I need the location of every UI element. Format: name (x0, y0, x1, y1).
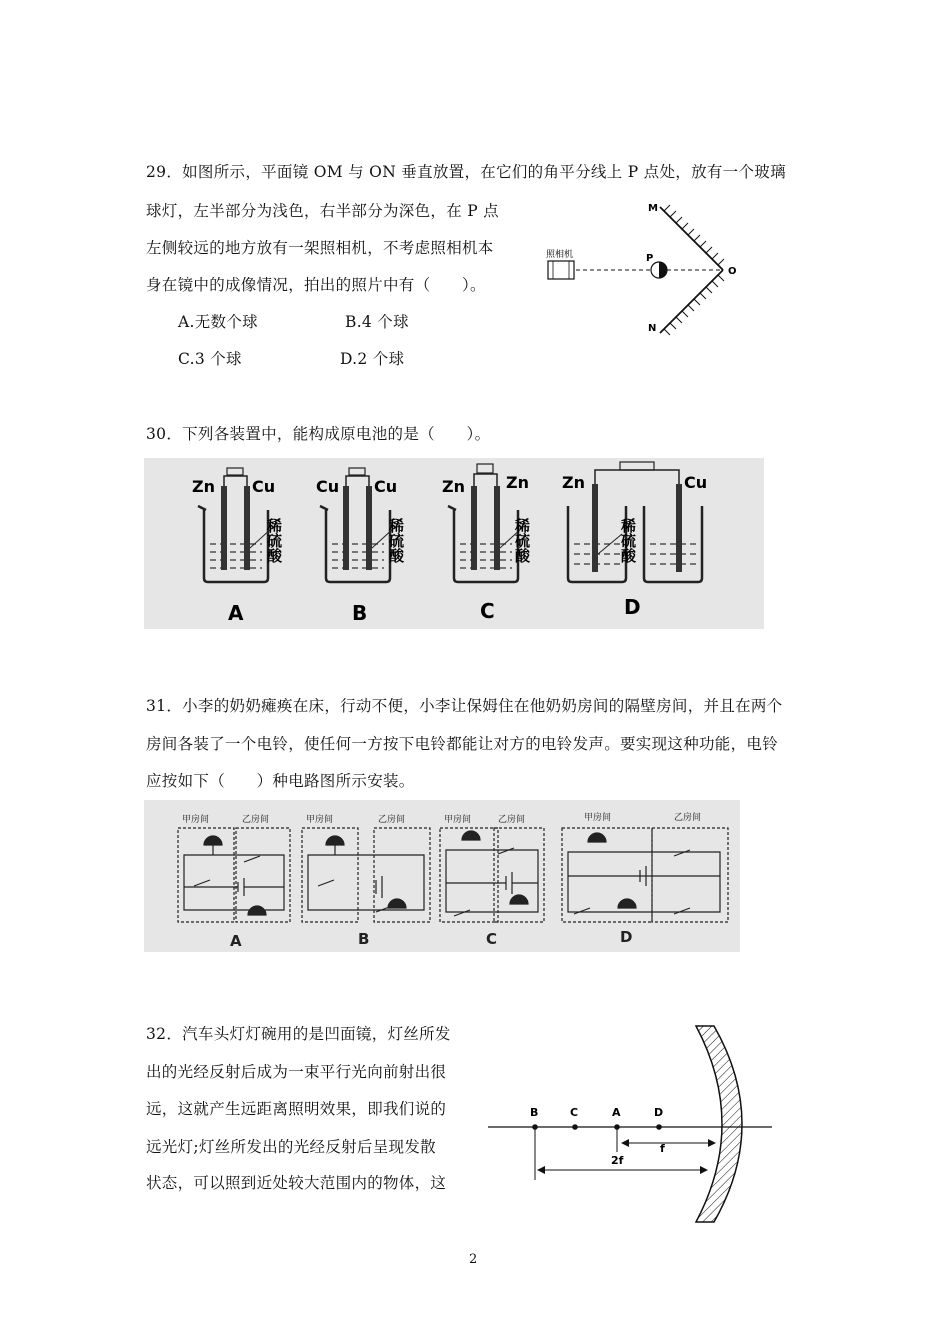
q29-line-2: 球灯，左半部分为浅色，右半部分为深色，在 P 点 (146, 202, 499, 220)
q29-line-1: 29．如图所示，平面镜 OM 与 ON 垂直放置，在它们的角平分线上 P 点处，放有一个玻璃 (146, 163, 786, 181)
label-p: P (646, 253, 654, 264)
beaker-d (562, 462, 707, 619)
circuit-label-a: A (230, 932, 242, 950)
circuit-a (178, 828, 290, 922)
q32-line-1: 32．汽车头灯灯碗用的是凹面镜，灯丝所发 (146, 1025, 451, 1043)
circuit-d-room2: 乙房间 (674, 813, 702, 823)
q31-line-2: 房间各装了一个电铃，使任何一方按下电铃都能让对方的电铃发声。要实现这种功能，电铃 (146, 735, 779, 753)
label-point-b: B (530, 1106, 539, 1119)
concave-mirror (696, 1026, 742, 1222)
label-m: M (648, 203, 658, 214)
circuit-b-room1: 甲房间 (306, 815, 334, 825)
q32-line-5: 状态，可以照到近处较大范围内的物体，这 (146, 1174, 447, 1192)
concave-mirror-figure (480, 1020, 780, 1230)
circuit-c (440, 828, 544, 922)
circuit-a-room2: 乙房间 (242, 815, 270, 825)
point-d (656, 1124, 662, 1130)
label-a: A (228, 601, 244, 625)
camera-icon (548, 261, 574, 279)
label-f: f (660, 1142, 665, 1155)
label-c: C (480, 599, 495, 623)
beaker-c-right-electrode: Zn (506, 473, 529, 492)
beaker-a-right-electrode: Cu (252, 477, 276, 496)
circuit-c-room1: 甲房间 (444, 815, 472, 825)
q29-line-3: 左侧较远的地方放有一架照相机，不考虑照相机本 (146, 239, 494, 257)
beaker-a-left-electrode: Zn (192, 477, 215, 496)
mirror-figure (540, 195, 760, 345)
beaker-b (316, 468, 405, 625)
circuit-d-room1: 甲房间 (584, 813, 612, 823)
page-number: 2 (469, 1252, 478, 1267)
beaker-a-acid-label: 稀硫酸 (265, 518, 283, 563)
q29-line-4: 身在镜中的成像情况，拍出的照片中有（ ）。 (146, 276, 486, 294)
circuit-c-room2: 乙房间 (498, 815, 526, 825)
q29-option-c: C.3 个球 (178, 350, 242, 368)
circuit-b-room2: 乙房间 (378, 815, 406, 825)
label-n: N (648, 323, 657, 334)
q32-line-2: 出的光经反射后成为一束平行光向前射出很 (146, 1063, 447, 1081)
beaker-c (442, 464, 531, 623)
circuit-d (562, 828, 728, 922)
label-point-c: C (570, 1106, 579, 1119)
q32-line-3: 远，这就产生远距离照明效果，即我们说的 (146, 1100, 447, 1118)
beaker-b-right-electrode: Cu (374, 477, 398, 496)
label-point-a: A (612, 1106, 621, 1119)
q29-option-d: D.2 个球 (340, 350, 405, 368)
label-o: O (728, 266, 737, 277)
beaker-a (192, 468, 283, 625)
circuit-label-b: B (358, 930, 370, 948)
beaker-b-acid-label: 稀硫酸 (387, 518, 405, 563)
q29-option-b: B.4 个球 (345, 313, 409, 331)
beaker-c-acid-label: 稀硫酸 (513, 518, 531, 563)
battery-figure (144, 458, 764, 629)
label-2f: 2f (611, 1154, 624, 1167)
label-d: D (624, 595, 641, 619)
circuit-label-d: D (620, 928, 633, 946)
circuit-a-room1: 甲房间 (182, 815, 210, 825)
circuit-figure (144, 800, 740, 952)
beaker-d-right-electrode: Cu (684, 473, 708, 492)
q30-line-1: 30．下列各装置中，能构成原电池的是（ ）。 (146, 425, 491, 443)
camera-label: 照相机 (546, 250, 574, 260)
q31-line-1: 31．小李的奶奶瘫痪在床，行动不便，小李让保姆住在他奶奶房间的隔壁房间，并且在两个 (146, 697, 783, 715)
beaker-c-left-electrode: Zn (442, 477, 465, 496)
label-b: B (352, 601, 368, 625)
q32-line-4: 远光灯;灯丝所发出的光经反射后呈现发散 (146, 1138, 436, 1156)
label-point-d: D (654, 1106, 664, 1119)
beaker-b-left-electrode: Cu (316, 477, 340, 496)
circuit-label-c: C (486, 930, 498, 948)
q31-line-3: 应按如下（ ）种电路图所示安装。 (146, 772, 415, 790)
circuit-b (302, 828, 430, 922)
beaker-d-acid-label: 稀硫酸 (619, 518, 637, 563)
point-c (572, 1124, 578, 1130)
beaker-d-left-electrode: Zn (562, 473, 585, 492)
q29-option-a: A.无数个球 (178, 313, 258, 331)
